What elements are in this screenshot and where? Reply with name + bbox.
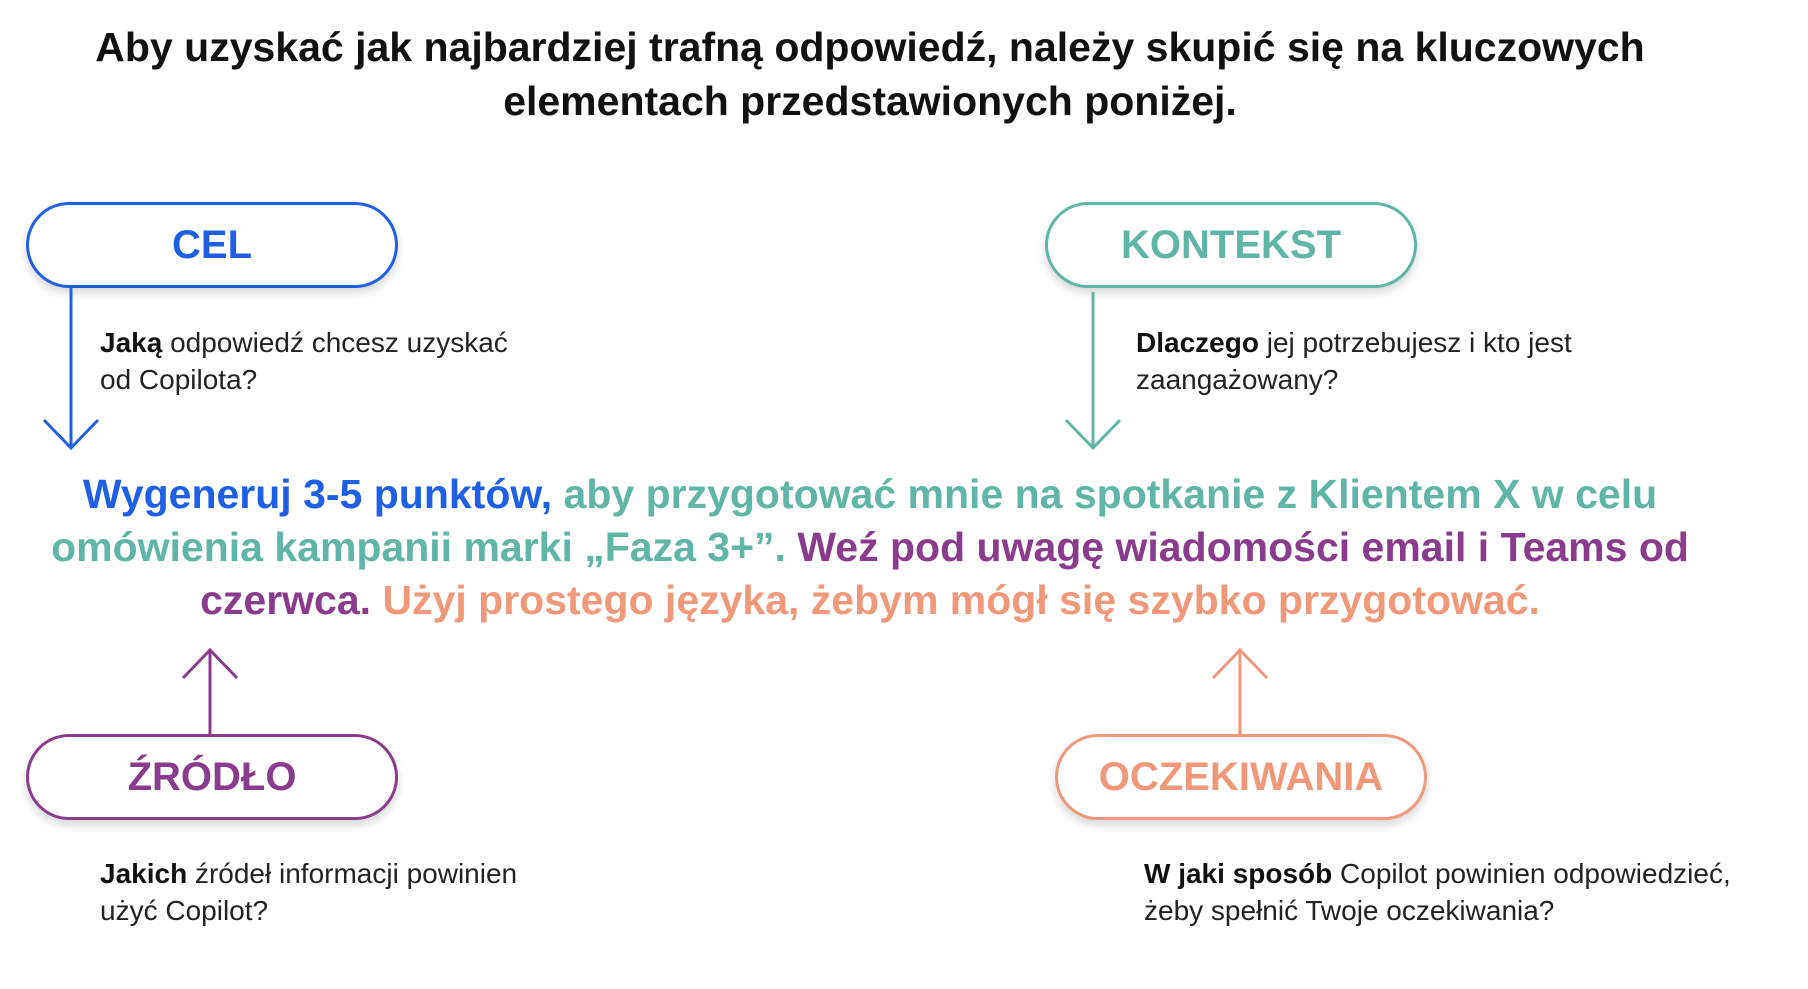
oczekiwania-desc-text: Copilot powinien odpowiedzieć, [1332, 858, 1731, 889]
prompt-oczekiwania-part: Użyj prostego języka, żebym mógł się szybko przygotować. [382, 577, 1540, 623]
prompt-cel-part: Wygeneruj 3-5 punktów, [82, 471, 553, 517]
example-prompt [20, 468, 1720, 627]
cel-desc-bold: Jaką [100, 327, 163, 358]
kontekst-label: KONTEKST [1121, 222, 1341, 267]
cel-desc-text: odpowiedź chcesz uzyskać [162, 327, 508, 358]
title-line-1: Aby uzyskać jak najbardziej trafną odpowiedź, należy skupić się na kluczowych [95, 24, 1645, 70]
cel-description [100, 324, 508, 398]
oczekiwania-desc-bold: W jaki sposób [1144, 858, 1333, 889]
kontekst-desc-bold: Dlaczego [1136, 327, 1259, 358]
cel-arrow-down-icon [36, 286, 106, 456]
zrodlo-desc-text: źródeł informacji powinien [187, 858, 518, 889]
kontekst-desc-text: jej potrzebujesz i kto jest [1258, 327, 1572, 358]
zrodlo-arrow-up-icon [175, 648, 245, 736]
page-title [0, 20, 1740, 128]
cel-label: CEL [172, 222, 252, 267]
prompt-kontekst-part: aby przygotować mnie na spotkanie z Klientem X w celu omówienia kampanii marki „Faza 3+”. [51, 471, 1658, 570]
prompt-zrodlo-part: Weź pod uwagę wiadomości email i Teams od czerwca. [200, 524, 1689, 623]
oczekiwania-arrow-up-icon [1205, 648, 1275, 736]
zrodlo-desc-bold: Jakich [100, 858, 188, 889]
zrodlo-box [26, 734, 398, 820]
cel-desc-line2: od Copilota? [100, 364, 258, 395]
oczekiwania-desc-line2: żeby spełnić Twoje oczekiwania? [1144, 895, 1555, 926]
zrodlo-desc-line2: użyć Copilot? [100, 895, 269, 926]
title-line-2: elementach przedstawionych poniżej. [503, 78, 1237, 124]
oczekiwania-description [1144, 855, 1731, 929]
oczekiwania-box [1055, 734, 1427, 820]
kontekst-box [1045, 202, 1417, 288]
oczekiwania-label: OCZEKIWANIA [1098, 754, 1384, 799]
kontekst-arrow-down-icon [1058, 290, 1128, 456]
kontekst-desc-line2: zaangażowany? [1136, 364, 1339, 395]
zrodlo-description [100, 855, 517, 929]
kontekst-description [1136, 324, 1572, 398]
zrodlo-label: ŹRÓDŁO [127, 754, 297, 799]
cel-box [26, 202, 398, 288]
